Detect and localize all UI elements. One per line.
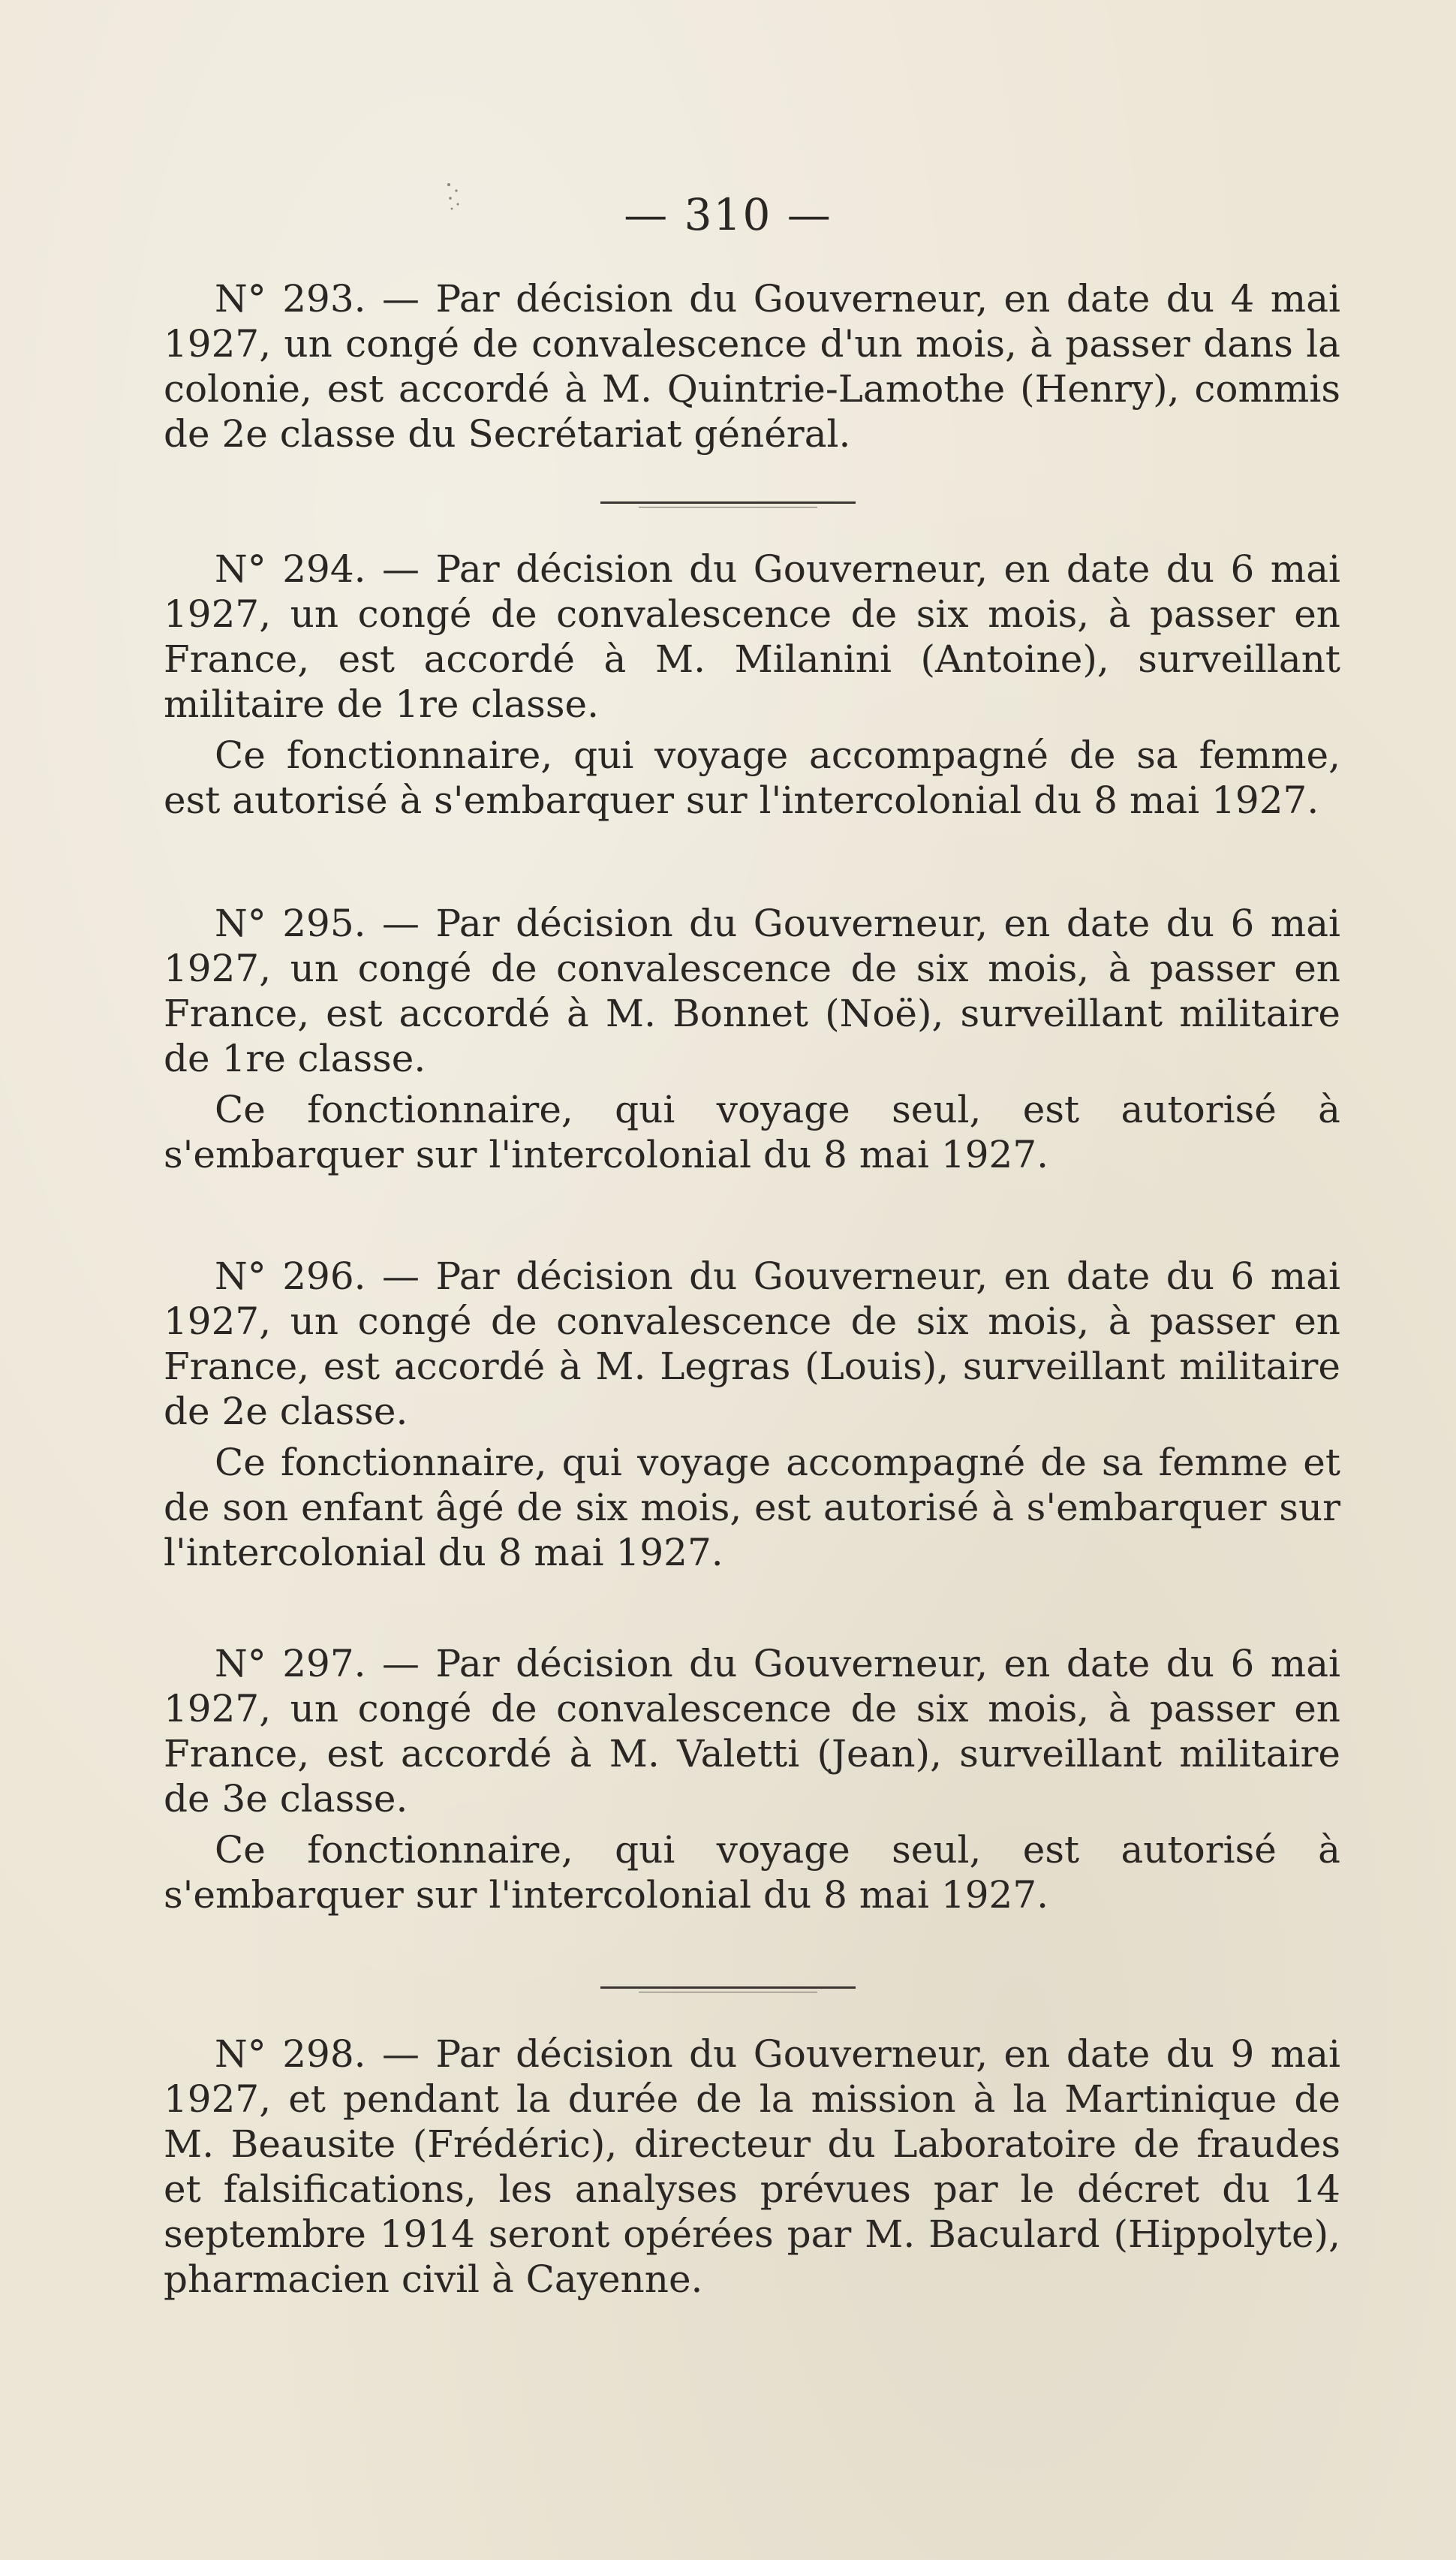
decision-294-paragraph: N° 294. — Par décision du Gouverneur, en date du 6 mai 1927, un congé de convalescence de six mois, à passer en France, est accordé à M. Milanini (Antoine), surveillant militaire de 1re classe. <box>164 547 1340 726</box>
decision-294-note: Ce fonctionnaire, qui voyage accompagné de sa femme, est autorisé à s'embarquer sur l'intercolonial du 8 mai 1927. <box>164 733 1340 822</box>
section-divider <box>600 1986 856 1989</box>
decision-298-paragraph: N° 298. — Par décision du Gouverneur, en date du 9 mai 1927, et pendant la durée de la mission à la Martinique de M. Beausite (Frédéric), directeur du Laboratoire de fraudes et falsifications, les analyses prévues par le décret du 14 septembre 1914 seront opérées par M. Baculard (Hippolyte), pharmacien civil à Cayenne. <box>164 2032 1340 2301</box>
decision-294 <box>164 547 1340 823</box>
decision-295 <box>164 901 1340 1177</box>
page-number: — 310 — <box>624 189 832 240</box>
decision-296 <box>164 1254 1340 1575</box>
decision-293-paragraph: N° 293. — Par décision du Gouverneur, en date du 4 mai 1927, un congé de convalescence d'un mois, à passer dans la colonie, est accordé à M. Quintrie-Lamothe (Henry), commis de 2e classe du Secrétariat général. <box>164 277 1340 456</box>
decision-293 <box>164 276 1340 456</box>
section-divider <box>600 501 856 504</box>
decision-297-paragraph: N° 297. — Par décision du Gouverneur, en date du 6 mai 1927, un congé de convalescence de six mois, à passer en France, est accordé à M. Valetti (Jean), surveillant militaire de 3e classe. <box>164 1642 1340 1821</box>
decision-296-paragraph: N° 296. — Par décision du Gouverneur, en date du 6 mai 1927, un congé de convalescence de six mois, à passer en France, est accordé à M. Legras (Louis), surveillant militaire de 2e classe. <box>164 1254 1340 1433</box>
decision-295-paragraph: N° 295. — Par décision du Gouverneur, en date du 6 mai 1927, un congé de convalescence de six mois, à passer en France, est accordé à M. Bonnet (Noë), surveillant militaire de 1re classe. <box>164 902 1340 1080</box>
decision-295-note: Ce fonctionnaire, qui voyage seul, est autorisé à s'embarquer sur l'intercolonial du 8 mai 1927. <box>164 1088 1340 1176</box>
decision-297-note: Ce fonctionnaire, qui voyage seul, est autorisé à s'embarquer sur l'intercolonial du 8 mai 1927. <box>164 1828 1340 1917</box>
decision-296-note: Ce fonctionnaire, qui voyage accompagné de sa femme et de son enfant âgé de six mois, est autorisé à s'embarquer sur l'intercolonial du 8 mai 1927. <box>164 1441 1340 1574</box>
decision-297 <box>164 1641 1340 1917</box>
decision-298 <box>164 2031 1340 2302</box>
